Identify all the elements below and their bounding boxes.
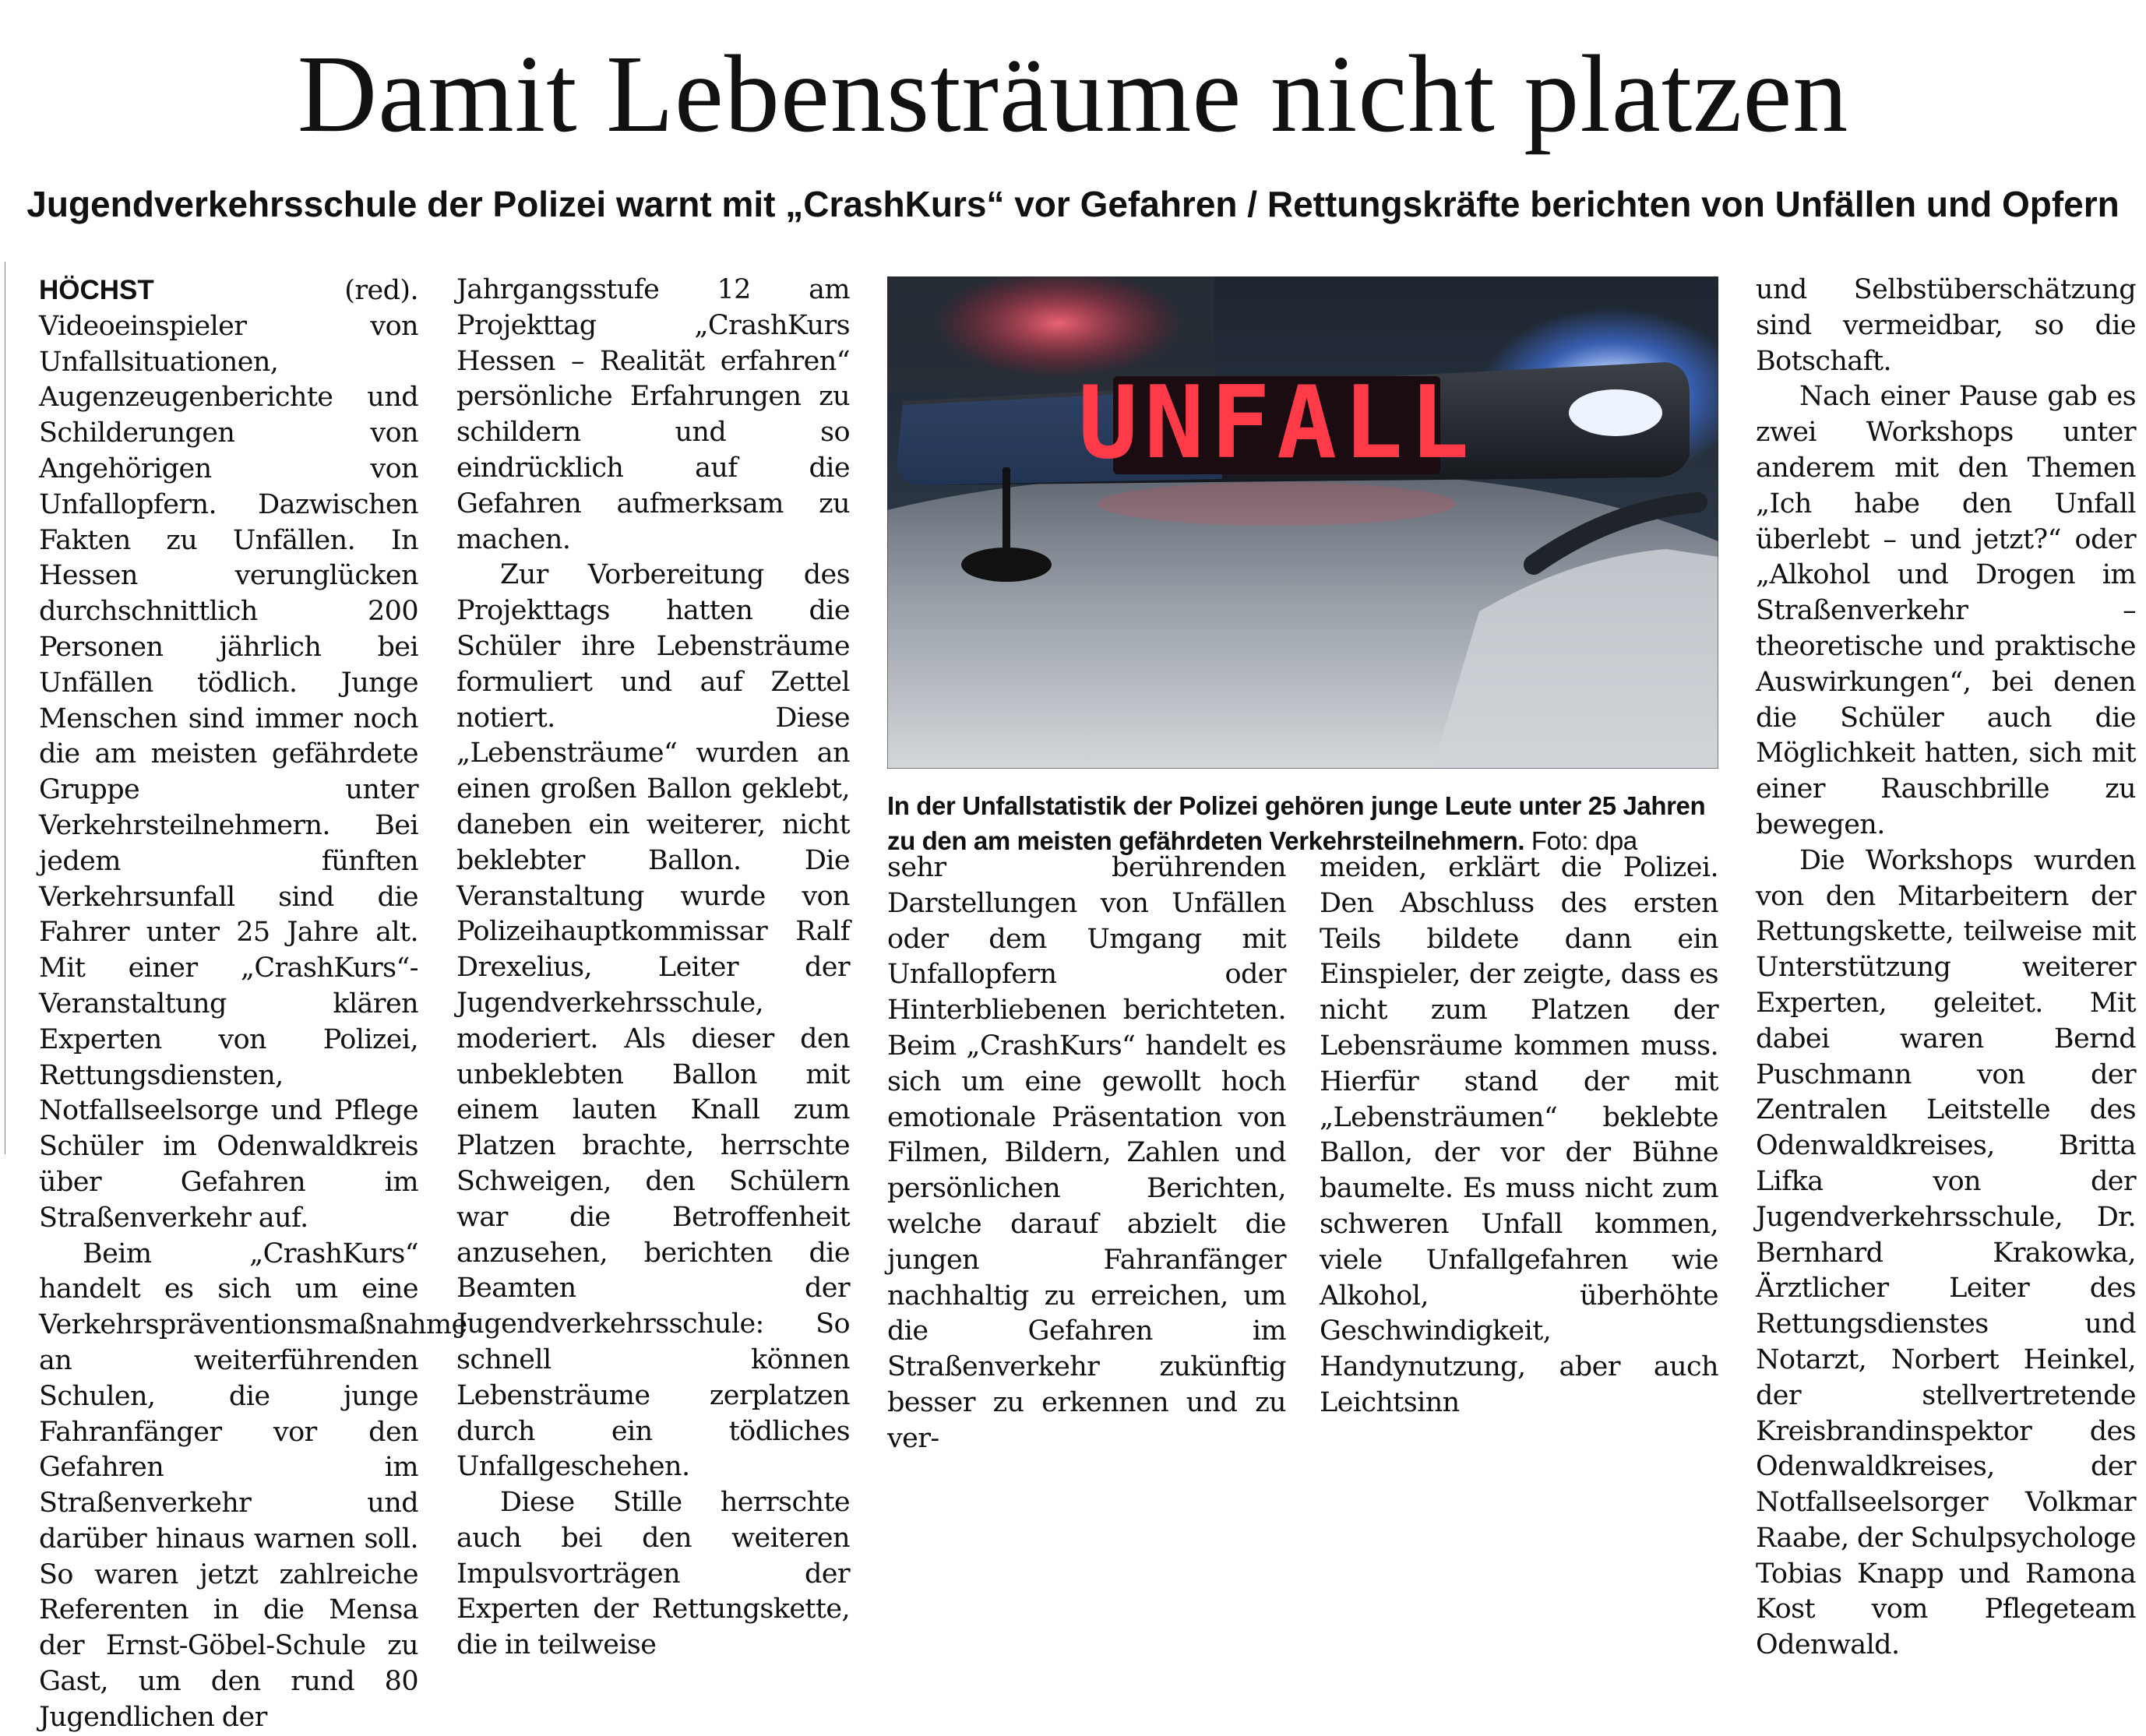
article-column-4: [1320, 850, 1718, 1421]
article-column-2: [456, 273, 850, 1664]
article-column-5: [1756, 273, 2136, 1664]
article-paragraph: Zur Vorbereitung des Projekttags hatten die Schüler ihre Lebensträume formuliert und auf Zettel notiert. Diese „Lebensträume“ wurden an einen großen Ballon geklebt, daneben ein weiterer, nicht beklebter Ballon. Die Veranstaltung wurde von Polizeihauptkommissar Ralf Drexelius, Leiter der Jugendverkehrsschule, moderiert. Als dieser den unbeklebten Ballon mit einem lauten Knall zum Platzen brachte, herrschte Schweigen, den Schülern war die Betroffenheit anzusehen, berichten die Beamten der Jugendverkehrsschule: So schnell können Lebensträume zerplatzen durch ein tödliches Unfallgeschehen.: [456, 559, 850, 1483]
article-paragraph: sehr berührenden Darstellungen von Unfällen oder dem Umgang mit Unfallopfern oder Hinterbliebenen berichteten. Beim „CrashKurs“ handelt es sich um eine gewollt hoch emotionale Präsentation von Filmen, Bildern, Zahlen und persönlichen Berichten, welche darauf abzielt die jungen Fahranfänger nachhaltig zu erreichen, um die Gefahren im Straßenverkehr zukünftig besser zu erkennen und zu ver-: [887, 852, 1286, 1454]
article-paragraph: Diese Stille herrschte auch bei den weiteren Impulsvorträgen der Experten der Rettungskette, die in teilweise: [456, 1487, 850, 1661]
article-paragraph: Beim „CrashKurs“ handelt es sich um eine Verkehrspräventionsmaßnahme an weiterführenden Schulen, die junge Fahranfänger vor den Gefahren im Straßenverkehr und darüber hinaus warnen soll. So waren jetzt zahlreiche Referenten in die Mensa der Ernst-Göbel-Schule zu Gast, um den rund 80 Jugendlichen der: [39, 1238, 467, 1733]
paragraph-text: (red). Videoeinspieler von Unfallsituationen, Augenzeugenberichte und Schilderungen von Angehörigen von Unfallopfern. Dazwischen Fakten zu Unfällen. In Hessen verunglücken durchschnittlich 200 Personen jährlich bei Unfällen tödlich. Junge Menschen sind immer noch die am meisten gefährdete Gruppe unter Verkehrsteilnehmern. Bei jedem fünften Verkehrsunfall sind die Fahrer unter 25 Jahre alt. Mit einer „CrashKurs“-Veranstaltung klären Experten von Polizei, Rettungsdiensten, Notfallseelsorge und Pflege Schüler im Odenwaldkreis über Gefahren im Straßenverkehr auf.: [39, 275, 418, 1234]
article-paragraph: Jahrgangsstufe 12 am Projekttag „CrashKurs Hessen – Realität erfahren“ persönliche Erfahrungen zu schildern und so eindrücklich auf die Gefahren aufmerksam zu machen.: [456, 274, 850, 555]
caption-text: In der Unfallstatistik der Polizei gehören junge Leute unter 25 Jahren zu den am meisten gefährdeten Verkehrsteilnehmern.: [887, 791, 1706, 855]
article-photo: [887, 276, 1718, 769]
article-paragraph: und Selbstüberschätzung sind vermeidbar, so die Botschaft.: [1756, 274, 2136, 377]
subheadline: Jugendverkehrsschule der Polizei warnt mit „CrashKurs“ vor Gefahren / Rettungskräfte berichten von Unfällen und Opfern: [26, 184, 2120, 224]
police-car-photo: [887, 276, 1718, 769]
headline: Damit Lebensträume nicht platzen: [297, 32, 1849, 155]
dateline: HÖCHST: [39, 275, 154, 305]
article-column-3: [887, 850, 1286, 1457]
photo-credit: Foto: dpa: [1531, 826, 1637, 855]
led-sign-text: UNFALL: [1077, 365, 1476, 481]
article-paragraph: [39, 273, 418, 1237]
article-paragraph: Nach einer Pause gab es zwei Workshops unter anderem mit den Themen „Ich habe den Unfall überlebt – und jetzt?“ oder „Alkohol und Drogen im Straßenverkehr – theoretische und praktische Auswirkungen“, bei denen die Schüler auch die Möglichkeit hatten, sich mit einer Rauschbrille zu bewegen.: [1756, 381, 2136, 840]
photo-caption: [887, 788, 1725, 858]
article-column-1: [39, 273, 467, 1736]
article-paragraph: Die Workshops wurden von den Mitarbeitern der Rettungskette, teilweise mit Unterstützung weiterer Experten, geleitet. Mit dabei waren Bernd Puschmann von der Zentralen Leitstelle des Odenwaldkreises, Britta Lifka von der Jugendverkehrsschule, Dr. Bernhard Krakowka, Ärztlicher Leiter des Rettungsdienstes und Notarzt, Norbert Heinkel, der stellvertretende Kreisbrandinspektor des Odenwaldkreises, der Notfallseelsorger Volkmar Raabe, der Schulpsychologe Tobias Knapp und Ramona Kost vom Pflegeteam Odenwald.: [1756, 844, 2136, 1661]
article-paragraph: meiden, erklärt die Polizei. Den Abschluss des ersten Teils bildete dann ein Einspieler, der zeigte, dass es nicht zum Platzen der Lebensräume kommen muss. Hierfür stand der mit „Lebensträumen“ beklebte Ballon, der vor der Bühne baumelte. Es muss nicht zum schweren Unfall kommen, viele Unfallgefahren wie Alkohol, überhöhte Geschwindigkeit, Handynutzung, aber auch Leichtsinn: [1320, 852, 1718, 1418]
